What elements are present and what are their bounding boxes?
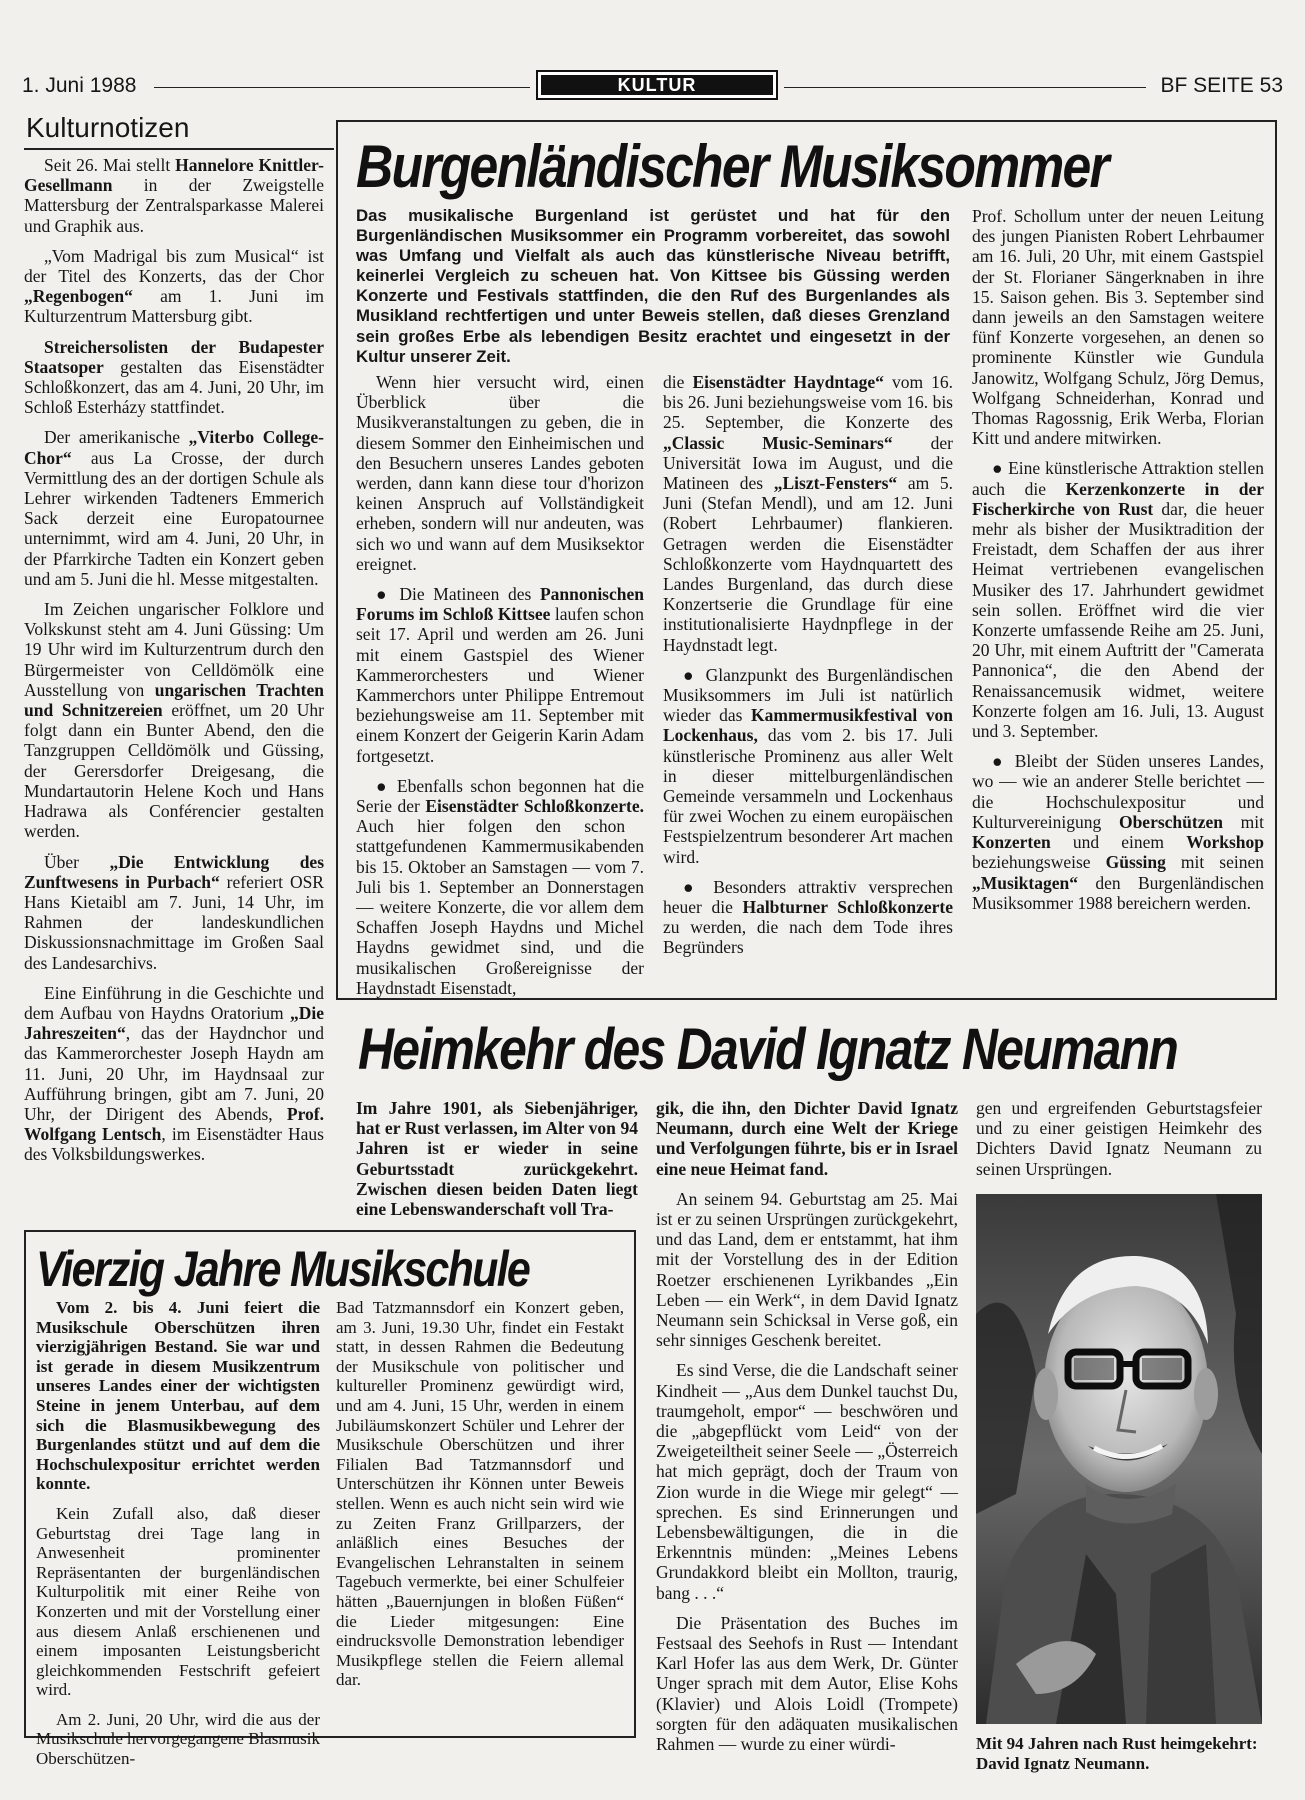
- article-paragraph: An seinem 94. Geburtstag am 25. Mai ist er zu seinen Ursprüngen zurückgekehrt, und das Land, dem er entstammt, hat ihm mit der Vorstellung des in der Edition Roetzer erschienenen Lyrikbandes „Ein Leben — ein Werk“, in dem David Ignatz Neumann sein Schicksal in Verse goß, ein sehr sinniges Geschenk bereitet.: [656, 1188, 958, 1351]
- neumann-column-3: [976, 1098, 1262, 1189]
- note-paragraph: Im Zeichen ungarischer Folklore und Volkskunst steht am 4. Juni Güssing: Um 19 Uhr wird im Kulturzentrum durch den Bürgermeister von Celldömölk eine Ausstellung von ungarischen Trachten und Schnitzereien eröffnet, um 20 Uhr folgt dann ein Bunter Abend, den die Tanzgruppen Celldömölk und Güssing, der Gerersdorfer Dreigesang, die Mundartautorin Helene Koch und Hans Hadrawa als Conférencier gestalten werden.: [24, 599, 324, 842]
- note-paragraph: Über „Die Entwicklung des Zunftwesens in Purbach“ referiert OSR Hans Kietaibl am 7. Juni, 14 Uhr, im Rahmen der landeskundlichen Diskussionsnachmittage im Großen Saal des Landesarchivs.: [24, 851, 325, 973]
- article-paragraph: Am 2. Juni, 20 Uhr, wird die aus der Musikschule hervorgegangene Blasmusik Oberschützen-: [36, 1709, 320, 1769]
- article-paragraph: ● Bleibt der Süden unseres Landes, wo — wie an anderer Stelle berichtet — die Hochschulexpositur und Kulturvereinigung Oberschützen mit Konzerten und einem Workshop beziehungsweise Güssing mit seinen „Musiktagen“ den Burgenländischen Musiksommer 1988 bereichern werden.: [972, 751, 1264, 913]
- article-paragraph: Wenn hier versucht wird, einen Überblick über die Musikveranstaltungen zu geben, die in diesem Sommer den Einheimischen und den Besuchern unseres Landes geboten werden, dann kann diese tour d'horizon keinen Anspruch auf Vollständigkeit erheben, sondern will nur andeuten, was sich wo und wann auf dem Musiksektor ereignet.: [356, 372, 644, 574]
- musiksommer-column-2: [663, 372, 953, 968]
- article-paragraph: ● Glanzpunkt des Burgenländischen Musiksommers im Juli ist natürlich wieder das Kammermusikfestival von Lockenhaus, das vom 2. bis 17. Juli künstlerische Prominenz aus aller Welt in dieser mittelburgenländischen Gemeinde versammeln und Lockenhaus für zwei Wochen zu einem europäischen Festspielzentrum besonderer Art machen wird.: [663, 664, 953, 867]
- musiksommer-lead: [356, 206, 950, 377]
- kulturnotizen-column: [24, 155, 324, 1175]
- note-paragraph: Eine Einführung in die Geschichte und dem Aufbau von Haydns Oratorium „Die Jahreszeiten“, das der Haydnchor und das Kammerorchester Joseph Haydn am 11. Juni, 20 Uhr, im Haydnsaal zur Aufführung bringen, gibt am 7. Juni, 20 Uhr, der Dirigent des Abends, Prof. Wolfgang Lentsch, im Eisenstädter Haus des Volksbildungswerkes.: [24, 982, 324, 1165]
- musiksommer-column-1: [356, 372, 644, 1008]
- header-rule-left: [154, 87, 530, 88]
- page-header: [22, 70, 1283, 100]
- article-paragraph: Bad Tatzmannsdorf ein Konzert geben, am 3. Juni, 19.30 Uhr, findet ein Festakt statt, in dessen Rahmen die Bedeutung der Musikschule von politischer und kultureller Prominenz gewürdigt wird, und am 4. Juni, 15 Uhr, werden in einem Jubiläumskonzert Schüler und Lehrer der Musikschule Oberschützen und ihrer Filialen Bad Tatzmannsdorf und Unterschützen ihr Können unter Beweis stellen. Wenn es auch nicht sein wird wie zu Zeiten Franz Grillparzers, der anläßlich eines Besuches der Evangelischen Lehranstalten in seinem Tagebuch vermerkte, bei einer Schulfeier hätten „Bauernjungen in bloßen Füßen“ die Lieder mitgesungen: Eine eindrucksvolle Demonstration lebendiger Musikpflege stellen die Feiern allemal dar.: [336, 1298, 624, 1690]
- section-badge: [536, 70, 778, 100]
- musikschule-headline: Vierzig Jahre Musikschule: [36, 1241, 530, 1297]
- kulturnotizen-title: Kulturnotizen: [26, 112, 190, 143]
- note-paragraph: Seit 26. Mai stellt Hannelore Knittler-Gesellmann in der Zweigstelle Mattersburg der Zentralsparkasse Malerei und Graphik aus.: [24, 155, 324, 236]
- article-paragraph: Die Präsentation des Buches im Festsaal des Seehofs in Rust — Intendant Karl Hofer las aus dem Werk, Dr. Günter Unger sprach mit dem Autor, Elise Kohs (Klavier) und Alois Loidl (Trompete) sorgten für den adäquaten musikalischen Rahmen — wurde zu einer würdi-: [656, 1612, 958, 1755]
- article-paragraph: die Eisenstädter Haydntage“ vom 16. bis 26. Juni beziehungsweise vom 16. bis 25. September, die Konzerte des „Classic Music-Seminars“ der Universität Iowa im August, und die Matineen des „Liszt-Fensters“ am 5. Juni (Stefan Mendl), und am 12. Juni (Robert Lehrbaumer) flankieren. Getragen werden die Eisenstädter Schloßkonzerte vom Haydnquartett des Landes Burgenland, das durch diese Konzertserie die Grundlage für eine institutionalisierte Haydnpflege in der Haydnstadt legt.: [663, 372, 953, 655]
- lead-paragraph: Das musikalische Burgenland ist gerüstet und hat für den Burgenländischen Musiksommer ein Programm vorbereitet, das sowohl was Umfang und Vielfalt als auch das künstlerische Niveau betrifft, keinerlei Vergleich zu scheuen hat. Von Kittsee bis Güssing werden Konzerte und Festivals stattfinden, die den Ruf des Burgenlandes als Musikland rechtfertigen und unter Beweis stellen, daß dieses Grenzland sein großes Erbe als lebendigen Besitz erachtet und eingesetzt in der Kultur unserer Zeit.: [356, 206, 950, 366]
- neumann-column-1: [356, 1098, 638, 1229]
- photo-caption: Mit 94 Jahren nach Rust heimgekehrt: David Ignatz Neumann.: [976, 1734, 1258, 1773]
- article-paragraph: ● Besonders attraktiv versprechen heuer die Halbturner Schloßkonzerte zu werden, die nach dem Tode ihres Begründers: [663, 876, 953, 958]
- portrait-photo: [976, 1194, 1262, 1724]
- musikschule-column-1: [36, 1298, 320, 1779]
- lead-paragraph: gik, die ihn, den Dichter David Ignatz Neumann, durch eine Welt der Kriege und Verfolgungen führte, bis er in Israel eine neue Heimat fand.: [656, 1098, 958, 1179]
- musiksommer-headline: Burgenländischer Musiksommer: [356, 133, 1108, 200]
- lead-paragraph: Im Jahre 1901, als Siebenjähriger, hat er Rust verlassen, im Alter von 94 Jahren ist er wieder in seine Geburtsstadt zurückgekehrt. Zwischen diesen beiden Daten liegt eine Lebenswanderschaft voll Tra-: [356, 1098, 638, 1220]
- note-paragraph: „Vom Madrigal bis zum Musical“ ist der Titel des Konzerts, das der Chor „Regenbogen“ am 1. Juni im Kulturzentrum Mattersburg gibt.: [24, 245, 324, 327]
- issue-date: 1. Juni 1988: [22, 74, 137, 97]
- article-paragraph: Es sind Verse, die die Landschaft seiner Kindheit — „Aus dem Dunkel tauchst Du, traumgeholt, empor“ — beschwören und die „abgepflückt vom Leid“ von der Zweigeteiltheit seiner Seele — „Österreich hat mich geprägt, doch der Traum von Zion wurde in die Wiege mir gelegt“ — sprechen. Es sind Erinnerungen und Lebensbewältigungen, die in die Erkenntnis münden: „Meines Lebens Grundakkord bleibt ein Mollton, traurig, bang . . .“: [656, 1360, 958, 1603]
- kulturnotizen-rule: [24, 148, 334, 150]
- neumann-headline: Heimkehr des David Ignatz Neumann: [358, 1017, 1178, 1082]
- article-paragraph: gen und ergreifenden Geburtstagsfeier und zu einer geistigen Heimkehr des Dichters David Ignatz Neumann zu seinen Ursprüngen.: [976, 1098, 1262, 1179]
- note-paragraph: Der amerikanische „Viterbo College-Chor“ aus La Crosse, der durch Vermittlung des an der dortigen Schule als Lehrer wirkenden Tadteners Emmerich Sack derzeit eine Europatournee unternimmt, wird am 4. Juni, 20 Uhr, in der Pfarrkirche Tadten ein Konzert geben und am 5. Juni die hl. Messe mitgestalten.: [24, 427, 325, 589]
- musiksommer-column-3: [972, 206, 1264, 923]
- note-paragraph: Streichersolisten der Budapester Staatsoper gestalten das Eisenstädter Schloßkonzert, das am 4. Juni, 20 Uhr, im Schloß Esterházy stattfindet.: [24, 336, 324, 418]
- article-paragraph: ● Ebenfalls schon begonnen hat die Serie der Eisenstädter Schloßkonzerte. Auch hier folgen den schon stattgefundenen Kammermusikabenden bis 15. Oktober an Samstagen — vom 7. Juli bis 1. September an Donnerstagen — weitere Konzerte, die vor allem dem Schaffen Joseph Haydns und Michel Haydns gewidmet sind, und die musikalischen Großereignisse der Haydnstadt Eisenstadt,: [356, 775, 644, 998]
- musikschule-column-2: [336, 1298, 624, 1700]
- article-paragraph: Kein Zufall also, daß dieser Geburtstag drei Tage lang in Anwesenheit prominenter Repräsentanten der burgenländischen Kulturpolitik mit einer Reihe von Konzerten und mit der Vorstellung einer aus diesem Anlaß erschienenen und einem imposanten Leistungsbericht gleichkommenden Festschrift gefeiert wird.: [36, 1503, 320, 1700]
- section-label: KULTUR: [541, 75, 773, 95]
- neumann-column-2: [656, 1098, 958, 1764]
- article-paragraph: ● Eine künstlerische Attraktion stellen auch die Kerzenkonzerte in der Fischerkirche von Rust dar, die heuer mehr als bisher der Musiktradition der Freistadt, dem Schaffen der aus ihrer Heimat vertriebenen evangelischen Musiker des 17. Jahrhundert gewidmet sein sollen. Eröffnet wird die vier Konzerte umfassende Reihe am 25. Juni, 20 Uhr, mit einem Auftritt der "Camerata Pannonica“, die den Abend der Renaissancemusik widmet, weitere Konzerte folgen am 16. Juli, 13. August und 3. September.: [972, 458, 1264, 742]
- article-paragraph: ● Die Matineen des Pannonischen Forums im Schloß Kittsee laufen schon seit 17. April und werden am 26. Juni mit einem Gastspiel des Wiener Kammerorchesters und Wiener Kammerchors unter Philippe Entremout beziehungsweise am 11. September mit einem Konzert der Geigerin Karin Adam fortgesetzt.: [356, 584, 644, 766]
- page-number: BF SEITE 53: [1160, 74, 1283, 97]
- header-rule-right: [784, 87, 1146, 88]
- article-paragraph: Prof. Schollum unter der neuen Leitung des jungen Pianisten Robert Lehrbaumer am 16. Juli, 20 Uhr, mit einem Gastspiel der St. Florianer Sängerknaben in ihre 15. Saison gehen. Bis 3. September sind dann jeweils an den Samstagen weitere fünf Konzerte vorgesehen, an denen so prominente Künstler wie Gundula Janowitz, Wolfgang Schulz, Jörg Demus, Wolfgang Schneiderhan, Konrad und Thomas Ragossnig, Erik Werba, Florian Kitt und andere mitwirken.: [972, 206, 1264, 449]
- lead-paragraph: Vom 2. bis 4. Juni feiert die Musikschule Oberschützen ihren vierzigjährigen Bestand. Sie war und ist gerade in diesem Musikzentrum unseres Landes einer der wichtigsten Steine in jenem Unterbau, auf dem sich die Blasmusikbewegung des Burgenlandes stützt und auf dem die Hochschulexpositur errichtet werden konnte.: [36, 1298, 320, 1494]
